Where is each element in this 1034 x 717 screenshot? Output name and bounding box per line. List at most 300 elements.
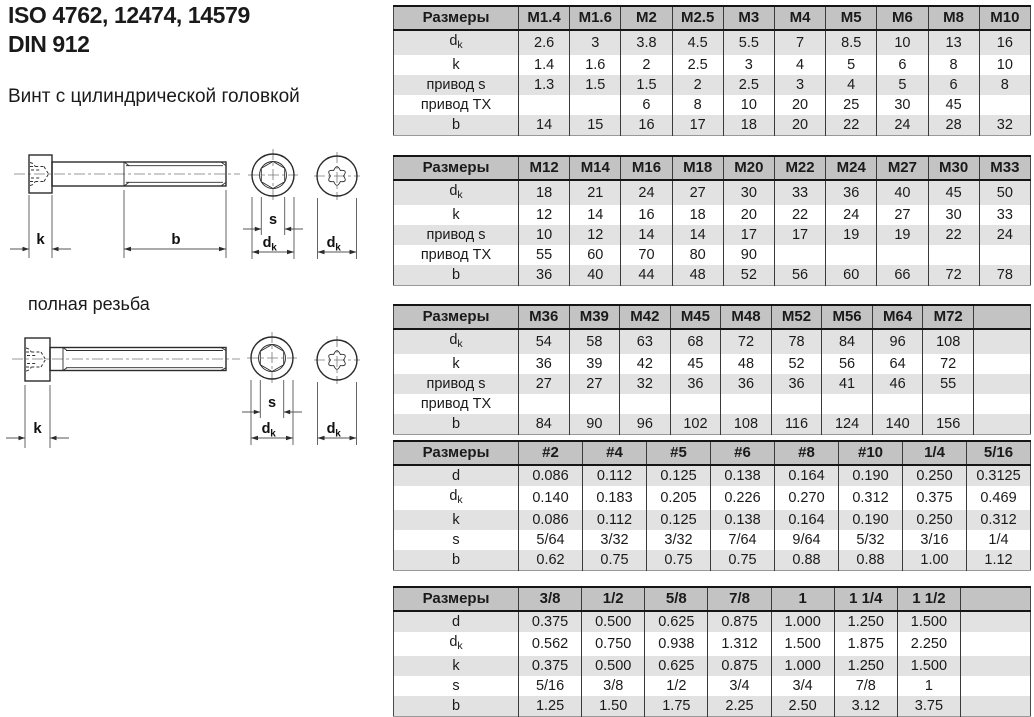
blank-cell <box>961 611 1031 632</box>
value-cell: 25 <box>826 95 877 115</box>
value-cell: 36 <box>771 374 822 394</box>
value-cell: 9/64 <box>775 530 839 550</box>
value-cell: 32 <box>620 374 671 394</box>
value-cell: 60 <box>570 245 621 265</box>
dim-label-k: k <box>33 420 42 437</box>
value-cell: 0.3125 <box>967 465 1031 486</box>
value-cell: 0.086 <box>519 510 583 530</box>
value-cell: 46 <box>872 374 923 394</box>
table-row <box>394 632 1031 656</box>
corner-header: Размеры <box>394 156 519 180</box>
value-cell: 19 <box>877 225 928 245</box>
value-cell: 36 <box>670 374 721 394</box>
column-header: #5 <box>647 441 711 465</box>
value-cell: 1.875 <box>834 632 897 656</box>
value-cell: 10 <box>519 225 570 245</box>
table-row <box>394 510 1031 530</box>
blank-cell <box>974 414 1031 435</box>
row-label: d <box>394 465 519 486</box>
dimension-k <box>6 385 69 448</box>
value-cell: 96 <box>872 329 923 354</box>
value-cell: 12 <box>519 205 570 225</box>
value-cell: 19 <box>826 225 877 245</box>
value-cell: 1.250 <box>834 656 897 676</box>
value-cell: 0.183 <box>583 486 647 510</box>
value-cell: 15 <box>570 115 621 136</box>
torx-end-view <box>314 336 360 445</box>
value-cell: 5 <box>826 55 877 75</box>
column-header: M6 <box>877 6 928 30</box>
table-row <box>394 205 1031 225</box>
table-metric-m12-m33 <box>393 155 1031 286</box>
value-cell: 14 <box>519 115 570 136</box>
screw-side-view <box>14 155 240 193</box>
column-header: 1/2 <box>582 587 645 611</box>
column-header: 1/4 <box>903 441 967 465</box>
value-cell: 1.000 <box>771 611 834 632</box>
value-cell: 140 <box>872 414 923 435</box>
value-cell: 24 <box>877 115 928 136</box>
column-header: #4 <box>583 441 647 465</box>
value-cell: 0.226 <box>711 486 775 510</box>
column-header: M2.5 <box>672 6 723 30</box>
row-label: $d_k$ <box>394 486 519 510</box>
value-cell <box>771 394 822 414</box>
column-header: M10 <box>979 6 1030 30</box>
value-cell: 1.500 <box>771 632 834 656</box>
corner-header: Размеры <box>394 587 519 611</box>
column-header: 7/8 <box>708 587 771 611</box>
value-cell: 24 <box>979 225 1030 245</box>
column-header: M72 <box>923 305 974 329</box>
value-cell: 90 <box>569 414 620 435</box>
value-cell: 0.086 <box>519 465 583 486</box>
table-row <box>394 414 1031 435</box>
value-cell: 0.75 <box>711 550 775 571</box>
value-cell: 52 <box>771 354 822 374</box>
column-header: M1.6 <box>570 6 621 30</box>
value-cell: 24 <box>621 180 672 205</box>
table-row <box>394 374 1031 394</box>
table-inch-3-8-1-1-2 <box>393 586 1031 717</box>
value-cell: 7 <box>774 30 825 55</box>
column-header: M22 <box>774 156 825 180</box>
dim-label-s: s <box>268 212 278 228</box>
value-cell: 0.938 <box>645 632 708 656</box>
value-cell: 10 <box>979 55 1030 75</box>
value-cell: 1.4 <box>519 55 570 75</box>
dim-label-s: s <box>267 395 277 411</box>
value-cell: 108 <box>721 414 772 435</box>
value-cell: 6 <box>928 75 979 95</box>
row-label-subscript: k <box>457 39 463 51</box>
value-cell: 70 <box>621 245 672 265</box>
value-cell: 3 <box>570 30 621 55</box>
value-cell: 21 <box>570 180 621 205</box>
value-cell: 72 <box>923 354 974 374</box>
value-cell: 52 <box>723 265 774 286</box>
row-label: k <box>394 55 519 75</box>
value-cell: 16 <box>979 30 1030 55</box>
value-cell: 58 <box>569 329 620 354</box>
column-header: M16 <box>621 156 672 180</box>
value-cell: 55 <box>519 245 570 265</box>
dim-label-dk-sub: k <box>271 242 277 254</box>
value-cell: 80 <box>672 245 723 265</box>
column-header: M8 <box>928 6 979 30</box>
value-cell: 0.62 <box>519 550 583 571</box>
product-name: Винт с цилиндрической головкой <box>8 86 300 107</box>
value-cell: 60 <box>826 265 877 286</box>
value-cell: 102 <box>670 414 721 435</box>
value-cell: 44 <box>621 265 672 286</box>
dim-label-dk: d <box>262 235 272 251</box>
value-cell: 0.88 <box>775 550 839 571</box>
blank-cell <box>974 354 1031 374</box>
value-cell: 0.112 <box>583 510 647 530</box>
value-cell: 42 <box>620 354 671 374</box>
value-cell <box>928 245 979 265</box>
dimension-k <box>10 195 71 258</box>
value-cell: 48 <box>721 354 772 374</box>
value-cell: 5 <box>877 75 928 95</box>
value-cell: 3/32 <box>583 530 647 550</box>
value-cell: 13 <box>928 30 979 55</box>
value-cell: 16 <box>621 205 672 225</box>
value-cell: 17 <box>672 115 723 136</box>
row-label: s <box>394 676 519 696</box>
table-row <box>394 611 1031 632</box>
table-row <box>394 265 1031 286</box>
value-cell: 39 <box>569 354 620 374</box>
blank-header <box>961 587 1031 611</box>
value-cell: 3 <box>723 55 774 75</box>
value-cell: 90 <box>723 245 774 265</box>
value-cell: 6 <box>877 55 928 75</box>
row-label: $d_k$ <box>394 632 519 656</box>
value-cell <box>721 394 772 414</box>
value-cell: 56 <box>822 354 873 374</box>
value-cell <box>519 394 570 414</box>
value-cell: 72 <box>928 265 979 286</box>
value-cell: 1.312 <box>708 632 771 656</box>
row-label: привод s <box>394 75 519 95</box>
row-label: b <box>394 696 519 717</box>
column-header: M64 <box>872 305 923 329</box>
drawing-partial-thread-screw <box>0 145 390 275</box>
table-row <box>394 180 1031 205</box>
value-cell: 68 <box>670 329 721 354</box>
value-cell: 63 <box>620 329 671 354</box>
value-cell: 36 <box>519 265 570 286</box>
value-cell: 20 <box>774 115 825 136</box>
value-cell: 5.5 <box>723 30 774 55</box>
row-label: $d_k$ <box>394 180 519 205</box>
value-cell: 5/32 <box>839 530 903 550</box>
value-cell: 1.6 <box>570 55 621 75</box>
value-cell: 0.500 <box>582 611 645 632</box>
corner-header: Размеры <box>394 6 519 30</box>
row-label: b <box>394 115 519 136</box>
value-cell: 108 <box>923 329 974 354</box>
hidden-socket-lines <box>26 348 46 371</box>
row-label: $d_k$ <box>394 30 519 55</box>
value-cell: 1/4 <box>967 530 1031 550</box>
column-header: M52 <box>771 305 822 329</box>
value-cell: 2.6 <box>519 30 570 55</box>
value-cell: 27 <box>672 180 723 205</box>
value-cell: 0.375 <box>903 486 967 510</box>
value-cell: 84 <box>519 414 570 435</box>
blank-cell <box>961 632 1031 656</box>
value-cell: 1.5 <box>570 75 621 95</box>
value-cell: 3/4 <box>771 676 834 696</box>
value-cell: 18 <box>672 205 723 225</box>
value-cell: 0.312 <box>967 510 1031 530</box>
value-cell: 1.5 <box>621 75 672 95</box>
value-cell: 24 <box>826 205 877 225</box>
value-cell <box>979 245 1030 265</box>
value-cell: 33 <box>979 205 1030 225</box>
value-cell: 30 <box>928 205 979 225</box>
value-cell: 7/64 <box>711 530 775 550</box>
value-cell: 40 <box>877 180 928 205</box>
blank-cell <box>974 329 1031 354</box>
column-header: M45 <box>670 305 721 329</box>
column-header: M20 <box>723 156 774 180</box>
row-label: $d_k$ <box>394 329 519 354</box>
row-label: d <box>394 611 519 632</box>
value-cell: 0.562 <box>519 632 582 656</box>
column-header: 5/16 <box>967 441 1031 465</box>
dim-label-dk-sub: k <box>335 242 341 254</box>
value-cell: 32 <box>979 115 1030 136</box>
value-cell: 0.75 <box>583 550 647 571</box>
value-cell: 48 <box>672 265 723 286</box>
column-header: M30 <box>928 156 979 180</box>
row-label: b <box>394 265 519 286</box>
value-cell: 22 <box>774 205 825 225</box>
blank-cell <box>974 394 1031 414</box>
value-cell: 2.50 <box>771 696 834 717</box>
value-cell: 84 <box>822 329 873 354</box>
corner-header: Размеры <box>394 441 519 465</box>
value-cell <box>872 394 923 414</box>
column-header: 1 1/2 <box>897 587 960 611</box>
table-inch-no2-5-16 <box>393 440 1031 571</box>
row-label: k <box>394 354 519 374</box>
value-cell: 55 <box>923 374 974 394</box>
value-cell: 0.875 <box>708 611 771 632</box>
dim-label-dk-sub: k <box>335 428 341 440</box>
row-label-subscript: k <box>457 338 463 350</box>
row-label: b <box>394 550 519 571</box>
value-cell: 2 <box>672 75 723 95</box>
table-row <box>394 245 1031 265</box>
value-cell: 10 <box>877 30 928 55</box>
row-label: k <box>394 205 519 225</box>
value-cell: 56 <box>774 265 825 286</box>
value-cell: 4.5 <box>672 30 723 55</box>
column-header: M24 <box>826 156 877 180</box>
value-cell: 14 <box>672 225 723 245</box>
value-cell: 4 <box>774 55 825 75</box>
column-header: #8 <box>775 441 839 465</box>
table-row <box>394 696 1031 717</box>
value-cell: 0.375 <box>519 656 582 676</box>
value-cell: 1.250 <box>834 611 897 632</box>
value-cell: 8 <box>928 55 979 75</box>
value-cell: 30 <box>877 95 928 115</box>
value-cell: 156 <box>923 414 974 435</box>
value-cell: 17 <box>723 225 774 245</box>
value-cell: 2.5 <box>672 55 723 75</box>
value-cell: 1.75 <box>645 696 708 717</box>
header-row <box>394 441 1031 465</box>
blank-header <box>974 305 1031 329</box>
dim-label-dk: d <box>261 421 271 437</box>
value-cell: 0.190 <box>839 510 903 530</box>
value-cell: 20 <box>774 95 825 115</box>
value-cell: 2.25 <box>708 696 771 717</box>
value-cell: 36 <box>826 180 877 205</box>
row-label: привод TX <box>394 394 519 414</box>
column-header: #10 <box>839 441 903 465</box>
value-cell <box>620 394 671 414</box>
row-label-subscript: k <box>457 189 463 201</box>
column-header: M14 <box>570 156 621 180</box>
full-thread-label: полная резьба <box>28 294 150 314</box>
drawing-full-thread-screw <box>0 330 390 467</box>
blank-cell <box>974 374 1031 394</box>
column-header: M48 <box>721 305 772 329</box>
value-cell: 41 <box>822 374 873 394</box>
row-label-subscript: k <box>457 640 463 652</box>
value-cell: 78 <box>771 329 822 354</box>
value-cell: 1.00 <box>903 550 967 571</box>
value-cell: 28 <box>928 115 979 136</box>
row-label-subscript: k <box>457 494 463 506</box>
value-cell: 64 <box>872 354 923 374</box>
value-cell <box>519 95 570 115</box>
blank-cell <box>961 656 1031 676</box>
row-label: привод TX <box>394 95 519 115</box>
value-cell: 8.5 <box>826 30 877 55</box>
table-row <box>394 30 1031 55</box>
column-header: 1 1/4 <box>834 587 897 611</box>
table-row <box>394 465 1031 486</box>
value-cell: 18 <box>723 115 774 136</box>
value-cell <box>826 245 877 265</box>
value-cell: 1.3 <box>519 75 570 95</box>
dimension-b <box>124 190 226 258</box>
column-header: #6 <box>711 441 775 465</box>
table-metric-m1.4-m10 <box>393 5 1031 136</box>
value-cell <box>979 95 1030 115</box>
dimension-tables-panel <box>393 5 1031 717</box>
table-row <box>394 95 1031 115</box>
value-cell <box>822 394 873 414</box>
column-header: M36 <box>519 305 570 329</box>
value-cell: 20 <box>723 205 774 225</box>
value-cell: 5/16 <box>519 676 582 696</box>
value-cell: 0.138 <box>711 465 775 486</box>
column-header: M18 <box>672 156 723 180</box>
value-cell: 4 <box>826 75 877 95</box>
value-cell: 0.125 <box>647 465 711 486</box>
value-cell: 0.125 <box>647 510 711 530</box>
row-label: привод s <box>394 374 519 394</box>
table-row <box>394 676 1031 696</box>
value-cell: 0.75 <box>647 550 711 571</box>
value-cell: 124 <box>822 414 873 435</box>
value-cell: 27 <box>519 374 570 394</box>
column-header: M3 <box>723 6 774 30</box>
value-cell: 0.625 <box>645 611 708 632</box>
value-cell: 0.205 <box>647 486 711 510</box>
table-row <box>394 329 1031 354</box>
column-header: M56 <box>822 305 873 329</box>
blank-cell <box>961 696 1031 717</box>
column-header: #2 <box>519 441 583 465</box>
table-row <box>394 486 1031 510</box>
value-cell: 2.5 <box>723 75 774 95</box>
table-row <box>394 354 1031 374</box>
value-cell: 3/8 <box>582 676 645 696</box>
value-cell: 30 <box>723 180 774 205</box>
value-cell: 54 <box>519 329 570 354</box>
dim-label-dk-sub: k <box>270 428 276 440</box>
value-cell: 0.312 <box>839 486 903 510</box>
value-cell: 36 <box>721 374 772 394</box>
row-label: привод s <box>394 225 519 245</box>
row-label: k <box>394 656 519 676</box>
value-cell: 14 <box>621 225 672 245</box>
value-cell: 6 <box>621 95 672 115</box>
column-header: 1 <box>771 587 834 611</box>
hex-socket-end-view <box>242 332 302 445</box>
value-cell: 0.250 <box>903 465 967 486</box>
header-row <box>394 587 1031 611</box>
value-cell: 0.250 <box>903 510 967 530</box>
table-row <box>394 75 1031 95</box>
row-label: b <box>394 414 519 435</box>
value-cell: 0.625 <box>645 656 708 676</box>
table-metric-m36-m72 <box>393 304 1031 435</box>
value-cell: 1.25 <box>519 696 582 717</box>
value-cell: 50 <box>979 180 1030 205</box>
value-cell <box>923 394 974 414</box>
value-cell: 27 <box>569 374 620 394</box>
value-cell: 0.270 <box>775 486 839 510</box>
value-cell: 1 <box>897 676 960 696</box>
value-cell: 33 <box>774 180 825 205</box>
value-cell: 1.500 <box>897 656 960 676</box>
value-cell <box>670 394 721 414</box>
value-cell: 78 <box>979 265 1030 286</box>
column-header: M5 <box>826 6 877 30</box>
column-header: M33 <box>979 156 1030 180</box>
value-cell: 8 <box>672 95 723 115</box>
value-cell <box>877 245 928 265</box>
value-cell: 3/16 <box>903 530 967 550</box>
value-cell: 66 <box>877 265 928 286</box>
column-header: 3/8 <box>519 587 582 611</box>
page-title-iso: ISO 4762, 12474, 14579 <box>8 2 250 28</box>
value-cell: 3/4 <box>708 676 771 696</box>
column-header: M1.4 <box>519 6 570 30</box>
dim-label-dk: d <box>326 421 336 437</box>
